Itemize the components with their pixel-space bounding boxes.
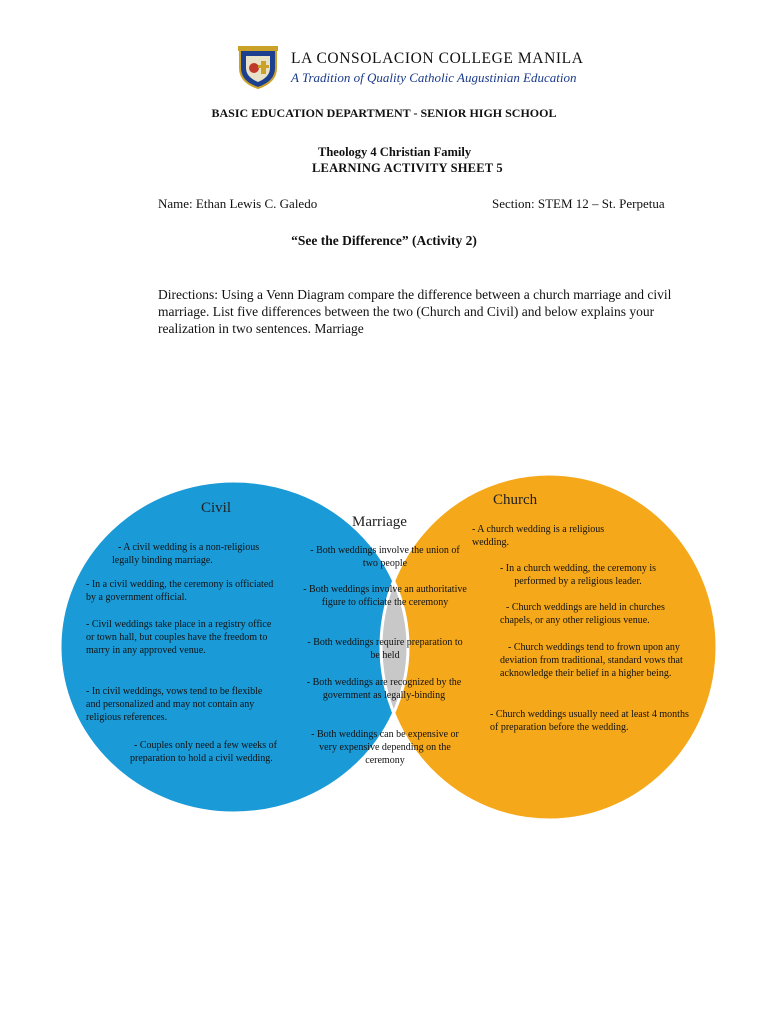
church-item: - Church weddings are held in churches chapels, or any other religious venue.	[500, 602, 665, 626]
civil-title: Civil	[201, 500, 232, 516]
church-item: - Church weddings usually need at least 4 months of preparation before the wedding.	[490, 709, 689, 733]
department-heading: BASIC EDUCATION DEPARTMENT - SENIOR HIGH SCHOOL	[211, 106, 557, 120]
civil-item: - Couples only need a few weeks of preparation to hold a civil wedding.	[130, 740, 278, 764]
civil-item: - A civil wedding is a non-religious legally binding marriage.	[112, 542, 260, 566]
marriage-item: - Both weddings involve an authoritative figure to officiate the ceremony	[303, 584, 467, 608]
civil-item: - Civil weddings take place in a registry office or town hall, but couples have the freedom to marry in any approved venue.	[86, 619, 272, 656]
church-item: - In a church wedding, the ceremony is performed by a religious leader.	[499, 563, 657, 587]
school-logo	[236, 44, 280, 90]
marriage-item: - Both weddings require preparation to be held	[307, 637, 463, 661]
church-item: - A church wedding is a religious wedding.	[472, 524, 605, 548]
marriage-item: - Both weddings involve the union of two people	[310, 545, 460, 569]
marriage-item: - Both weddings are recognized by the government as legally-binding	[306, 677, 462, 701]
student-section: Section: STEM 12 – St. Perpetua	[492, 196, 665, 211]
directions-text: Directions: Using a Venn Diagram compare the difference between a church marriage and civil marriage. List five differences between the two (Church and Civil) and below explains your realization in two sentences. Marriage	[158, 287, 672, 336]
course-title: Theology 4 Christian Family	[318, 145, 472, 159]
civil-item: - In a civil wedding, the ceremony is officiated by a government official.	[86, 579, 274, 603]
school-name: LA CONSOLACION COLLEGE MANILA	[291, 50, 584, 67]
marriage-title: Marriage	[352, 514, 407, 530]
church-title: Church	[493, 492, 538, 508]
church-item: - Church weddings tend to frown upon any deviation from traditional, standard vows that acknowledge their belief in a higher being.	[500, 642, 683, 679]
marriage-item: - Both weddings can be expensive or very expensive depending on the ceremony	[311, 729, 459, 766]
school-motto: A Tradition of Quality Catholic Augustinian Education	[291, 70, 577, 85]
activity-title: “See the Difference” (Activity 2)	[291, 233, 477, 248]
sheet-title: LEARNING ACTIVITY SHEET 5	[312, 161, 503, 175]
student-name: Name: Ethan Lewis C. Galedo	[158, 196, 318, 211]
civil-item: - In civil weddings, vows tend to be flexible and personalized and may not contain any religious references.	[86, 686, 263, 723]
